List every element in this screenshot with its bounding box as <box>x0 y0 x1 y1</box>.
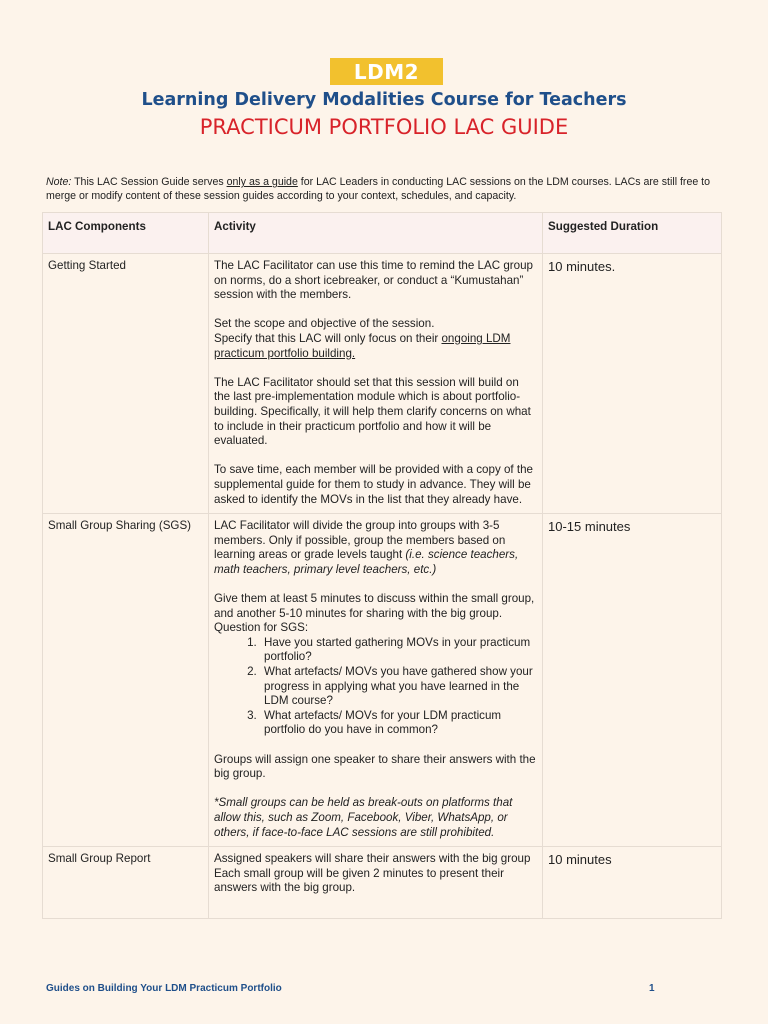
row-component: Small Group Sharing (SGS) <box>43 514 209 847</box>
header-suggested-duration: Suggested Duration <box>543 213 722 254</box>
activity-italic: *Small groups can be held as break-outs on platforms that allow this, such as Zoom, Facebook, Viber, WhatsApp, or others, if face-to-face LAC sessions are still prohibited. <box>214 796 513 839</box>
note-paragraph <box>46 175 726 203</box>
row-duration: 10 minutes <box>543 847 722 919</box>
activity-paragraph: Give them at least 5 minutes to discuss within the small group, and another 5-10 minutes for sharing with the big group. Question for SGS: <box>214 592 535 635</box>
course-subtitle: Learning Delivery Modalities Course for Teachers <box>141 90 627 110</box>
row-component: Getting Started <box>43 254 209 514</box>
activity-text: LAC Facilitator will divide the group into groups with 3-5 members. Only if possible, group the members based on learning areas or grade levels taught <box>214 519 506 562</box>
sgs-question-list <box>214 636 537 738</box>
header-lac-components: LAC Components <box>43 213 209 254</box>
list-item: 3. What artefacts/ MOVs for your LDM practicum portfolio do you have in common? <box>260 709 537 738</box>
note-label: Note: <box>46 176 72 188</box>
footer-title: Guides on Building Your LDM Practicum Portfolio <box>46 983 282 994</box>
activity-text: Specify that this LAC will only focus on their <box>214 331 442 345</box>
row-activity <box>209 254 543 514</box>
activity-paragraph: To save time, each member will be provided with a copy of the supplemental guide for them to study in advance. They will be asked to identify the MOVs in the list that they already have. <box>214 463 533 506</box>
note-underlined: only as a guide <box>226 176 298 188</box>
activity-underlined: ongoing LDM practicum portfolio building. <box>214 331 511 360</box>
page-number: 1 <box>649 983 655 994</box>
table-row <box>43 254 722 514</box>
lac-guide-table <box>42 212 722 919</box>
note-text-2: for LAC Leaders in conducting LAC sessions on the LDM courses. LACs are still free to merge or modify content of these session guides according to your context, schedules, and capacity. <box>46 176 711 202</box>
activity-italic: (i.e. science teachers, math teachers, primary level teachers, etc.) <box>214 548 519 576</box>
list-item: 1. Have you started gathering MOVs in your practicum portfolio? <box>260 636 537 665</box>
table-header-row <box>43 213 722 254</box>
activity-paragraph: Assigned speakers will share their answers with the big group Each small group will be given 2 minutes to present their answers with the big group. <box>214 852 531 895</box>
activity-paragraph: Groups will assign one speaker to share their answers with the big group. <box>214 752 536 781</box>
row-activity <box>209 847 543 919</box>
activity-paragraph <box>214 317 537 361</box>
note-text-1: This LAC Session Guide serves <box>71 176 227 188</box>
page-title: PRACTICUM PORTFOLIO LAC GUIDE <box>199 115 569 139</box>
list-item: 2. What artefacts/ MOVs you have gathered show your progress in applying what you have learned in the LDM course? <box>260 665 537 709</box>
table-row <box>43 847 722 919</box>
row-duration: 10 minutes. <box>543 254 722 514</box>
row-duration: 10-15 minutes <box>543 514 722 847</box>
activity-paragraph: The LAC Facilitator should set that this session will build on the last pre-implementation module which is about portfolio-building. Specifically, it will help them clarify concerns on what to include in their practicum portfolio and how it will be evaluated. <box>214 375 531 448</box>
activity-paragraph <box>214 796 537 840</box>
activity-paragraph <box>214 519 537 577</box>
row-activity <box>209 514 543 847</box>
activity-paragraph: The LAC Facilitator can use this time to remind the LAC group on norms, do a short icebreaker, or conduct a “Kumustahan” session with the members. <box>214 259 533 302</box>
activity-text: Set the scope and objective of the session. <box>214 317 435 331</box>
row-component: Small Group Report <box>43 847 209 919</box>
ldm2-badge: LDM2 <box>330 58 443 85</box>
header-activity: Activity <box>209 213 543 254</box>
table-row <box>43 514 722 847</box>
